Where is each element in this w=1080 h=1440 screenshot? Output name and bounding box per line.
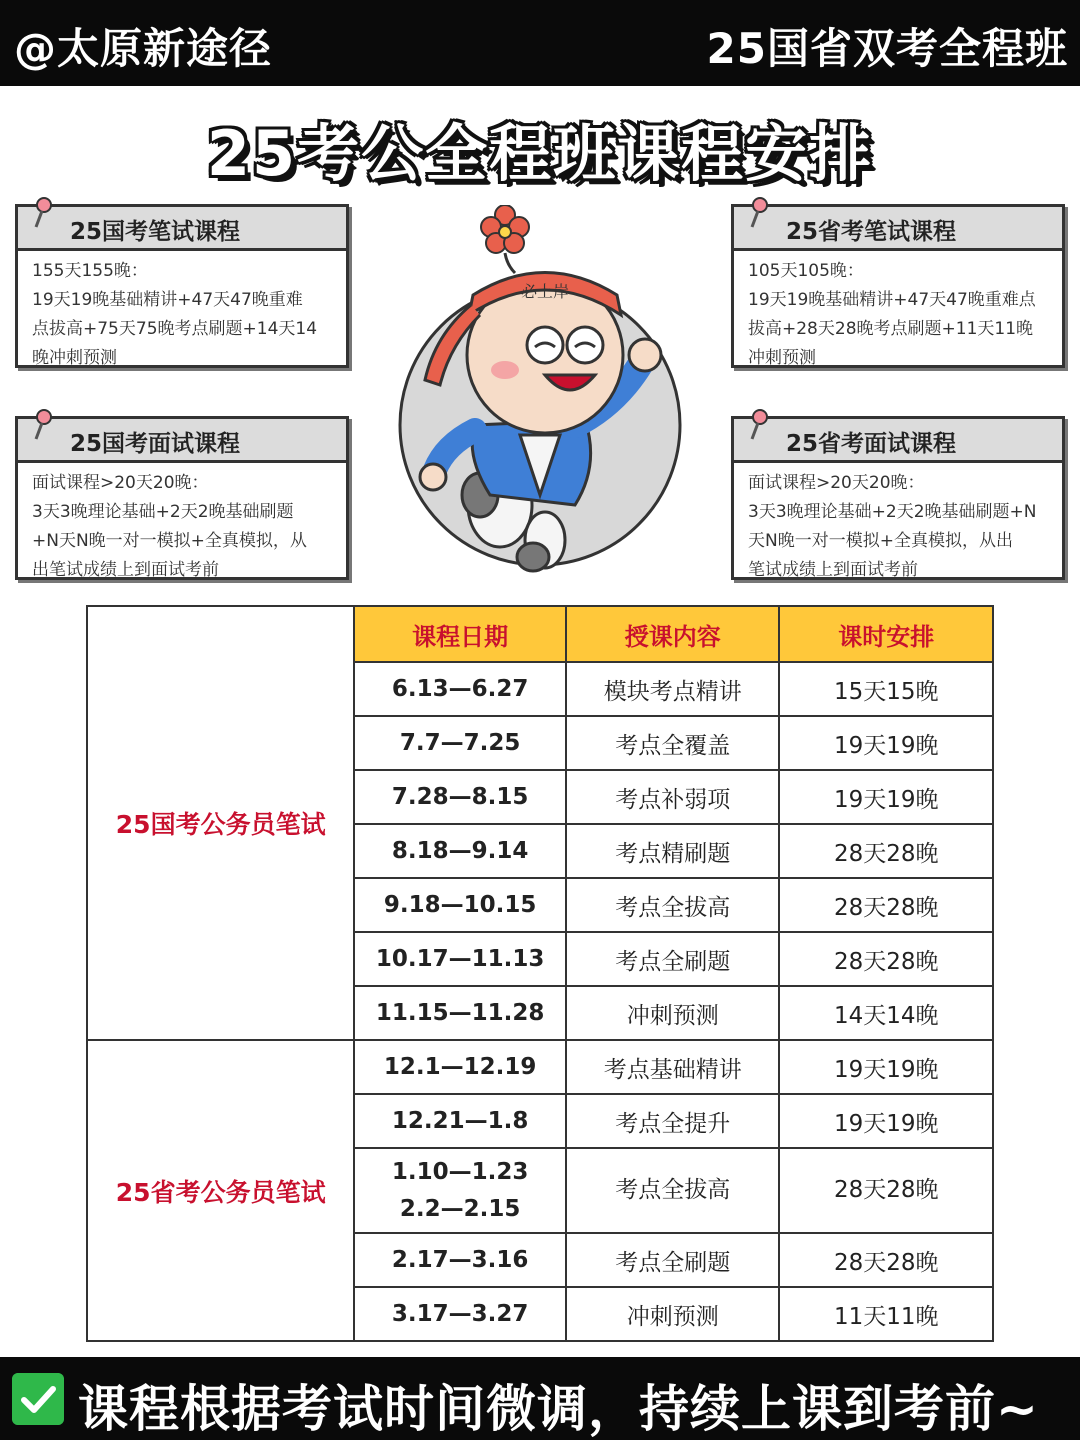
card-line: 笔试成绩上到面试考前: [748, 560, 918, 580]
card-line: +N天N晚一对一模拟+全真模拟，从: [32, 531, 307, 551]
date-cell: 7.7—7.25: [354, 716, 566, 770]
date-cell: 2.17—3.16: [354, 1233, 566, 1287]
card-body: [734, 463, 1062, 593]
date-cell: 10.17—11.13: [354, 932, 566, 986]
headband-text: 必上岸: [520, 282, 570, 301]
card-line: 天N晚一对一模拟+全真模拟，从出: [748, 531, 1013, 551]
column-header: 课程日期: [354, 606, 566, 662]
card-body: [18, 463, 346, 593]
hours-cell: 19天19晚: [779, 716, 993, 770]
hours-cell: 19天19晚: [779, 1040, 993, 1094]
date-cell: [354, 1148, 566, 1233]
card-line: 105天105晚：: [748, 261, 864, 281]
card-body: [734, 251, 1062, 381]
mascot-illustration: [395, 205, 685, 585]
account-handle: @太原新途径: [14, 24, 273, 73]
group-label-cell: [87, 606, 354, 1040]
pushpin-icon: [32, 197, 52, 233]
content-cell: 冲刺预测: [566, 986, 779, 1040]
date-line: 2.2—2.15: [399, 1195, 521, 1222]
hours-cell: 28天28晚: [779, 932, 993, 986]
column-header: 课时安排: [779, 606, 993, 662]
table-header-row: [87, 606, 993, 662]
content-cell: 模块考点精讲: [566, 662, 779, 716]
card-header: [734, 419, 1062, 463]
footer-text: 课程根据考试时间微调，持续上课到考前~: [78, 1380, 1039, 1438]
pushpin-icon: [748, 409, 768, 445]
table-row: [87, 1040, 993, 1094]
card-line: 19天19晚基础精讲+47天47晚重难点: [748, 290, 1036, 310]
top-banner: [0, 0, 1080, 86]
hours-cell: 28天28晚: [779, 824, 993, 878]
card-gk-written: [15, 204, 349, 368]
card-header: [18, 207, 346, 251]
card-line: 3天3晚理论基础+2天2晚基础刷题+N: [748, 502, 1037, 522]
date-cell: 8.18—9.14: [354, 824, 566, 878]
content-cell: 考点全拔高: [566, 1148, 779, 1233]
content-cell: 考点全刷题: [566, 1233, 779, 1287]
pushpin-icon: [748, 197, 768, 233]
card-line: 晚冲刺预测: [32, 348, 117, 368]
page-title: 25考公全程班课程安排: [206, 117, 874, 190]
card-line: 19天19晚基础精讲+47天47晚重难: [32, 290, 303, 310]
date-cell: 11.15—11.28: [354, 986, 566, 1040]
content-cell: 考点全提升: [566, 1094, 779, 1148]
content-cell: 考点全覆盖: [566, 716, 779, 770]
bottom-banner: [0, 1357, 1080, 1440]
hours-cell: 28天28晚: [779, 878, 993, 932]
card-line: 155天155晚：: [32, 261, 148, 281]
hours-cell: 28天28晚: [779, 1148, 993, 1233]
card-line: 拔高+28天28晚考点刷题+11天11晚: [748, 319, 1034, 339]
card-gk-interview: [15, 416, 349, 580]
check-icon: [12, 1373, 64, 1425]
hours-cell: 19天19晚: [779, 1094, 993, 1148]
card-header: [18, 419, 346, 463]
card-line: 面试课程>20天20晚：: [748, 473, 925, 493]
content-cell: 考点全拔高: [566, 878, 779, 932]
date-cell: 9.18—10.15: [354, 878, 566, 932]
date-cell: 6.13—6.27: [354, 662, 566, 716]
date-cell: 12.1—12.19: [354, 1040, 566, 1094]
content-cell: 考点全刷题: [566, 932, 779, 986]
date-line: 1.10—1.23: [391, 1158, 529, 1185]
pushpin-icon: [32, 409, 52, 445]
group-label: 25省考公务员笔试: [87, 1040, 354, 1341]
card-line: 3天3晚理论基础+2天2晚基础刷题: [32, 502, 294, 522]
hours-cell: 11天11晚: [779, 1287, 993, 1341]
date-cell: 3.17—3.27: [354, 1287, 566, 1341]
hours-cell: 15天15晚: [779, 662, 993, 716]
card-title: 25国考面试课程: [70, 431, 241, 457]
banner-label: 25国省双考全程班: [706, 24, 1068, 73]
hours-cell: 14天14晚: [779, 986, 993, 1040]
content-cell: 考点基础精讲: [566, 1040, 779, 1094]
content-cell: 冲刺预测: [566, 1287, 779, 1341]
card-sk-interview: [731, 416, 1065, 580]
schedule-table: [86, 605, 994, 1342]
hours-cell: 19天19晚: [779, 770, 993, 824]
card-line: 冲刺预测: [748, 348, 816, 368]
card-title: 25省考笔试课程: [786, 219, 957, 245]
flower-icon: [481, 205, 529, 273]
date-cell: 12.21—1.8: [354, 1094, 566, 1148]
card-line: 出笔试成绩上到面试考前: [32, 560, 219, 580]
column-header: 授课内容: [566, 606, 779, 662]
card-line: 面试课程>20天20晚：: [32, 473, 209, 493]
date-cell: 7.28—8.15: [354, 770, 566, 824]
card-header: [734, 207, 1062, 251]
card-title: 25国考笔试课程: [70, 219, 241, 245]
card-line: 点拔高+75天75晚考点刷题+14天14: [32, 319, 318, 339]
content-cell: 考点精刷题: [566, 824, 779, 878]
card-sk-written: [731, 204, 1065, 368]
group-label: 25国考公务员笔试: [115, 810, 326, 839]
content-cell: 考点补弱项: [566, 770, 779, 824]
card-title: 25省考面试课程: [786, 431, 957, 457]
hours-cell: 28天28晚: [779, 1233, 993, 1287]
card-body: [18, 251, 346, 381]
